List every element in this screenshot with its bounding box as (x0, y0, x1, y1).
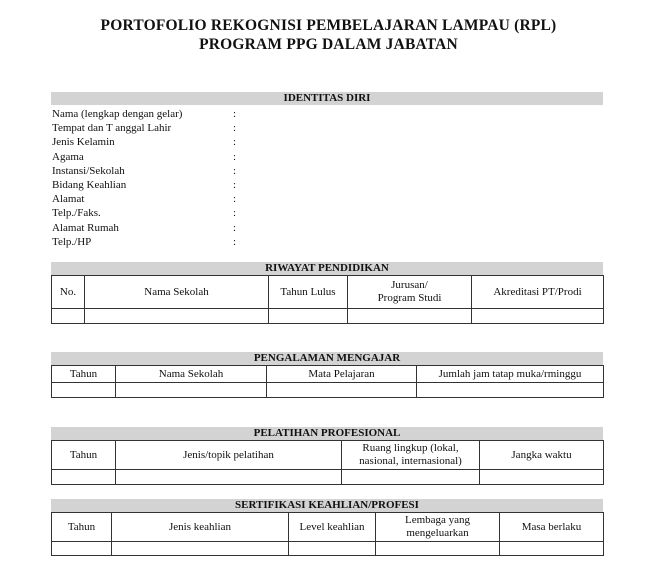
table-row (52, 470, 604, 485)
column-header: Lembaga yang mengeluarkan (376, 513, 500, 542)
column-header: Nama Sekolah (85, 276, 269, 309)
column-header: Tahun (52, 441, 116, 470)
identitas-field-label: Nama (lengkap dengan gelar) (52, 108, 183, 120)
identitas-field-colon: : (233, 150, 237, 163)
column-header: Tahun (52, 366, 116, 383)
pengalaman-mengajar-table (51, 365, 604, 398)
empty-cell[interactable] (85, 309, 269, 324)
identitas-field-colon: : (233, 221, 237, 234)
empty-cell[interactable] (342, 470, 480, 485)
column-header: Level keahlian (289, 513, 376, 542)
identitas-field-colon: : (233, 164, 237, 177)
document-title-line2: PROGRAM PPG DALAM JABATAN (199, 36, 458, 53)
identitas-field-colon: : (233, 136, 237, 149)
table-header-row (52, 366, 604, 383)
identitas-field-label: Telp./HP (52, 235, 92, 248)
section-heading-sertifikasi-keahlian: SERTIFIKASI KEAHLIAN/PROFESI (51, 499, 603, 512)
empty-cell[interactable] (269, 309, 348, 324)
column-header: Jangka waktu (480, 441, 604, 470)
empty-cell[interactable] (116, 470, 342, 485)
section-heading-riwayat-pendidikan: RIWAYAT PENDIDIKAN (51, 262, 603, 275)
empty-cell[interactable] (480, 470, 604, 485)
empty-cell[interactable] (289, 542, 376, 556)
identitas-field-colon: : (233, 235, 237, 248)
section-heading-pengalaman-mengajar: PENGALAMAN MENGAJAR (51, 352, 603, 365)
empty-cell[interactable] (500, 542, 604, 556)
identitas-field-colon: : (233, 207, 237, 220)
pelatihan-profesional-table (51, 440, 604, 485)
column-header: Nama Sekolah (116, 366, 267, 383)
empty-cell[interactable] (52, 470, 116, 485)
table-header-row (52, 441, 604, 470)
column-header: Jenis keahlian (112, 513, 289, 542)
column-header: Jenis/topik pelatihan (116, 441, 342, 470)
identitas-field-label: Telp./Faks. (52, 207, 101, 220)
column-header: No. (52, 276, 85, 309)
identitas-field-label: Bidang Keahlian (52, 179, 127, 191)
empty-cell[interactable] (472, 309, 604, 324)
column-header: Akreditasi PT/Prodi (472, 276, 604, 309)
riwayat-pendidikan-table (51, 275, 604, 324)
identitas-field-colon: : (233, 108, 237, 120)
column-header: Jumlah jam tatap muka/rminggu (417, 366, 604, 383)
empty-cell[interactable] (267, 383, 417, 398)
empty-cell[interactable] (52, 383, 116, 398)
identitas-field-colon: : (233, 179, 237, 191)
section-heading-pelatihan-profesional: PELATIHAN PROFESIONAL (51, 427, 603, 440)
identitas-field-label: Alamat Rumah (52, 221, 119, 234)
empty-cell[interactable] (376, 542, 500, 556)
column-header: Jurusan/ Program Studi (348, 276, 472, 309)
table-row (52, 383, 604, 398)
table-header-row (52, 276, 604, 309)
identitas-field-label: Tempat dan T anggal Lahir (52, 122, 172, 135)
table-row (52, 309, 604, 324)
section-heading-identitas: IDENTITAS DIRI (51, 92, 603, 105)
identitas-field-colon: : (233, 193, 237, 206)
column-header: Mata Pelajaran (267, 366, 417, 383)
empty-cell[interactable] (52, 309, 85, 324)
identitas-field-label: Jenis Kelamin (52, 136, 115, 149)
column-header: Masa berlaku (500, 513, 604, 542)
identitas-field-label: Instansi/Sekolah (52, 164, 125, 177)
column-header: Tahun Lulus (269, 276, 348, 309)
identitas-field-label: Agama (52, 150, 84, 163)
table-row (52, 542, 604, 556)
table-header-row (52, 513, 604, 542)
sertifikasi-keahlian-table (51, 512, 604, 556)
identitas-field-label: Alamat (52, 193, 85, 206)
identitas-field-colon: : (233, 122, 237, 135)
column-header: Tahun (52, 513, 112, 542)
empty-cell[interactable] (348, 309, 472, 324)
empty-cell[interactable] (112, 542, 289, 556)
empty-cell[interactable] (417, 383, 604, 398)
empty-cell[interactable] (116, 383, 267, 398)
empty-cell[interactable] (52, 542, 112, 556)
document-title-line1: PORTOFOLIO REKOGNISI PEMBELAJARAN LAMPAU (RPL) (100, 17, 557, 34)
column-header: Ruang lingkup (lokal, nasional, internasional) (342, 441, 480, 470)
